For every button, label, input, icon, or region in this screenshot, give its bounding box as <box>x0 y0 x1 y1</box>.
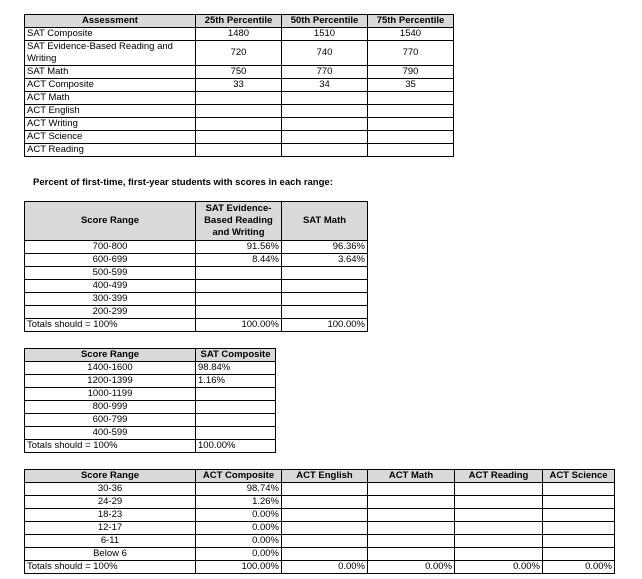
math-percent-cell <box>282 293 368 306</box>
math-percent-cell <box>368 535 455 548</box>
header-sat-ebrw: SAT Evidence-Based Reading and Writing <box>196 202 282 241</box>
table-row <box>25 131 454 144</box>
percentile-25-cell: 33 <box>196 79 282 92</box>
math-percent-cell: 3.64% <box>282 254 368 267</box>
score-range-cell: 18-23 <box>25 509 196 522</box>
totals-row <box>25 319 368 332</box>
totals-row <box>25 561 615 574</box>
totals-label: Totals should = 100% <box>25 561 196 574</box>
assessment-label: ACT Math <box>25 92 196 105</box>
english-percent-cell <box>282 535 368 548</box>
science-percent-cell <box>543 522 615 535</box>
score-range-cell: 800-999 <box>25 401 196 414</box>
table-row <box>25 522 615 535</box>
percentile-75-cell: 35 <box>368 79 454 92</box>
assessment-label: SAT Evidence-Based Reading and Writing <box>25 41 196 66</box>
math-percent-cell <box>368 548 455 561</box>
header-score-range: Score Range <box>25 202 196 241</box>
header-sat-math: SAT Math <box>282 202 368 241</box>
percentile-50-cell: 740 <box>282 41 368 66</box>
percentile-50-cell: 1510 <box>282 28 368 41</box>
composite-percent-cell: 1.26% <box>196 496 282 509</box>
table-row <box>25 105 454 118</box>
table-row <box>25 66 454 79</box>
sat-composite-range-table <box>24 348 276 453</box>
score-range-cell: 300-399 <box>25 293 196 306</box>
assessment-percentile-table <box>24 14 454 157</box>
math-total-cell: 0.00% <box>368 561 455 574</box>
math-percent-cell <box>368 522 455 535</box>
table-row <box>25 375 276 388</box>
header-act-science: ACT Science <box>543 470 615 483</box>
table-row <box>25 79 454 92</box>
math-total-cell: 100.00% <box>282 319 368 332</box>
table-header-row <box>25 349 276 362</box>
ebrw-percent-cell <box>196 293 282 306</box>
percentile-50-cell <box>282 118 368 131</box>
table-row <box>25 241 368 254</box>
table-header-row <box>25 15 454 28</box>
score-range-cell: 600-699 <box>25 254 196 267</box>
score-range-cell: 1200-1399 <box>25 375 196 388</box>
header-assessment: Assessment <box>25 15 196 28</box>
percentile-25-cell <box>196 92 282 105</box>
table-row <box>25 362 276 375</box>
table-row <box>25 401 276 414</box>
science-percent-cell <box>543 535 615 548</box>
score-range-cell: 200-299 <box>25 306 196 319</box>
table-header-row <box>25 202 368 241</box>
table-row <box>25 496 615 509</box>
percentile-25-cell <box>196 105 282 118</box>
assessment-label: ACT English <box>25 105 196 118</box>
composite-total-cell: 100.00% <box>196 440 276 453</box>
percentile-25-cell: 750 <box>196 66 282 79</box>
score-range-cell: 1400-1600 <box>25 362 196 375</box>
assessment-label: ACT Science <box>25 131 196 144</box>
score-range-cell: 1000-1199 <box>25 388 196 401</box>
reading-percent-cell <box>455 509 543 522</box>
table-row <box>25 388 276 401</box>
percentile-50-cell <box>282 144 368 157</box>
percentile-25-cell <box>196 144 282 157</box>
math-percent-cell <box>368 483 455 496</box>
assessment-label: ACT Reading <box>25 144 196 157</box>
reading-percent-cell <box>455 548 543 561</box>
table-row <box>25 118 454 131</box>
science-percent-cell <box>543 509 615 522</box>
composite-percent-cell <box>196 427 276 440</box>
reading-percent-cell <box>455 496 543 509</box>
math-percent-cell <box>368 496 455 509</box>
ebrw-percent-cell <box>196 306 282 319</box>
table-row <box>25 267 368 280</box>
table-row <box>25 28 454 41</box>
english-percent-cell <box>282 483 368 496</box>
percentile-75-cell: 790 <box>368 66 454 79</box>
science-total-cell: 0.00% <box>543 561 615 574</box>
score-range-cell: 400-599 <box>25 427 196 440</box>
header-act-english: ACT English <box>282 470 368 483</box>
table-row <box>25 306 368 319</box>
ebrw-percent-cell: 91.56% <box>196 241 282 254</box>
table-row <box>25 414 276 427</box>
table-row <box>25 144 454 157</box>
composite-percent-cell: 0.00% <box>196 535 282 548</box>
science-percent-cell <box>543 483 615 496</box>
reading-percent-cell <box>455 522 543 535</box>
percentile-75-cell: 1540 <box>368 28 454 41</box>
totals-label: Totals should = 100% <box>25 440 196 453</box>
table-row <box>25 535 615 548</box>
composite-percent-cell: 0.00% <box>196 548 282 561</box>
header-act-math: ACT Math <box>368 470 455 483</box>
percentile-25-cell: 1480 <box>196 28 282 41</box>
composite-percent-cell <box>196 401 276 414</box>
header-75th-percentile: 75th Percentile <box>368 15 454 28</box>
table-row <box>25 41 454 66</box>
table-row <box>25 548 615 561</box>
percentile-50-cell <box>282 105 368 118</box>
percentile-25-cell <box>196 131 282 144</box>
percentile-75-cell <box>368 131 454 144</box>
assessment-label: ACT Writing <box>25 118 196 131</box>
table-row <box>25 427 276 440</box>
score-range-cell: 700-800 <box>25 241 196 254</box>
reading-percent-cell <box>455 535 543 548</box>
percentile-50-cell: 770 <box>282 66 368 79</box>
percentile-50-cell: 34 <box>282 79 368 92</box>
totals-label: Totals should = 100% <box>25 319 196 332</box>
ebrw-total-cell: 100.00% <box>196 319 282 332</box>
header-50th-percentile: 50th Percentile <box>282 15 368 28</box>
composite-total-cell: 100.00% <box>196 561 282 574</box>
composite-percent-cell: 98.74% <box>196 483 282 496</box>
totals-row <box>25 440 276 453</box>
header-score-range: Score Range <box>25 470 196 483</box>
score-range-cell: 400-499 <box>25 280 196 293</box>
table-row <box>25 254 368 267</box>
percentile-75-cell <box>368 92 454 105</box>
score-range-cell: 500-599 <box>25 267 196 280</box>
table-header-row <box>25 470 615 483</box>
percentile-75-cell <box>368 105 454 118</box>
composite-percent-cell: 0.00% <box>196 509 282 522</box>
english-percent-cell <box>282 522 368 535</box>
header-act-reading: ACT Reading <box>455 470 543 483</box>
score-range-cell: 24-29 <box>25 496 196 509</box>
percentile-25-cell <box>196 118 282 131</box>
score-range-cell: 6-11 <box>25 535 196 548</box>
table-row <box>25 280 368 293</box>
header-score-range: Score Range <box>25 349 196 362</box>
assessment-label: ACT Composite <box>25 79 196 92</box>
act-range-table <box>24 469 615 574</box>
ebrw-percent-cell <box>196 267 282 280</box>
score-range-cell: 30-36 <box>25 483 196 496</box>
score-range-cell: 12-17 <box>25 522 196 535</box>
header-sat-composite: SAT Composite <box>196 349 276 362</box>
english-total-cell: 0.00% <box>282 561 368 574</box>
assessment-label: SAT Math <box>25 66 196 79</box>
science-percent-cell <box>543 548 615 561</box>
percentile-25-cell: 720 <box>196 41 282 66</box>
table-row <box>25 509 615 522</box>
composite-percent-cell: 0.00% <box>196 522 282 535</box>
reading-total-cell: 0.00% <box>455 561 543 574</box>
percentile-50-cell <box>282 92 368 105</box>
score-range-cell: 600-799 <box>25 414 196 427</box>
reading-percent-cell <box>455 483 543 496</box>
percentile-75-cell <box>368 144 454 157</box>
header-act-composite: ACT Composite <box>196 470 282 483</box>
ebrw-percent-cell <box>196 280 282 293</box>
science-percent-cell <box>543 496 615 509</box>
math-percent-cell <box>282 267 368 280</box>
english-percent-cell <box>282 548 368 561</box>
section-heading: Percent of first-time, first-year students with scores in each range: <box>33 177 333 188</box>
english-percent-cell <box>282 509 368 522</box>
composite-percent-cell <box>196 388 276 401</box>
composite-percent-cell: 98.84% <box>196 362 276 375</box>
percentile-50-cell <box>282 131 368 144</box>
assessment-label: SAT Composite <box>25 28 196 41</box>
table-row <box>25 92 454 105</box>
ebrw-percent-cell: 8.44% <box>196 254 282 267</box>
english-percent-cell <box>282 496 368 509</box>
math-percent-cell <box>282 280 368 293</box>
composite-percent-cell: 1.16% <box>196 375 276 388</box>
table-row <box>25 293 368 306</box>
composite-percent-cell <box>196 414 276 427</box>
percentile-75-cell: 770 <box>368 41 454 66</box>
header-25th-percentile: 25th Percentile <box>196 15 282 28</box>
sat-section-range-table <box>24 201 368 332</box>
score-range-cell: Below 6 <box>25 548 196 561</box>
percentile-75-cell <box>368 118 454 131</box>
math-percent-cell: 96.36% <box>282 241 368 254</box>
math-percent-cell <box>282 306 368 319</box>
math-percent-cell <box>368 509 455 522</box>
table-row <box>25 483 615 496</box>
